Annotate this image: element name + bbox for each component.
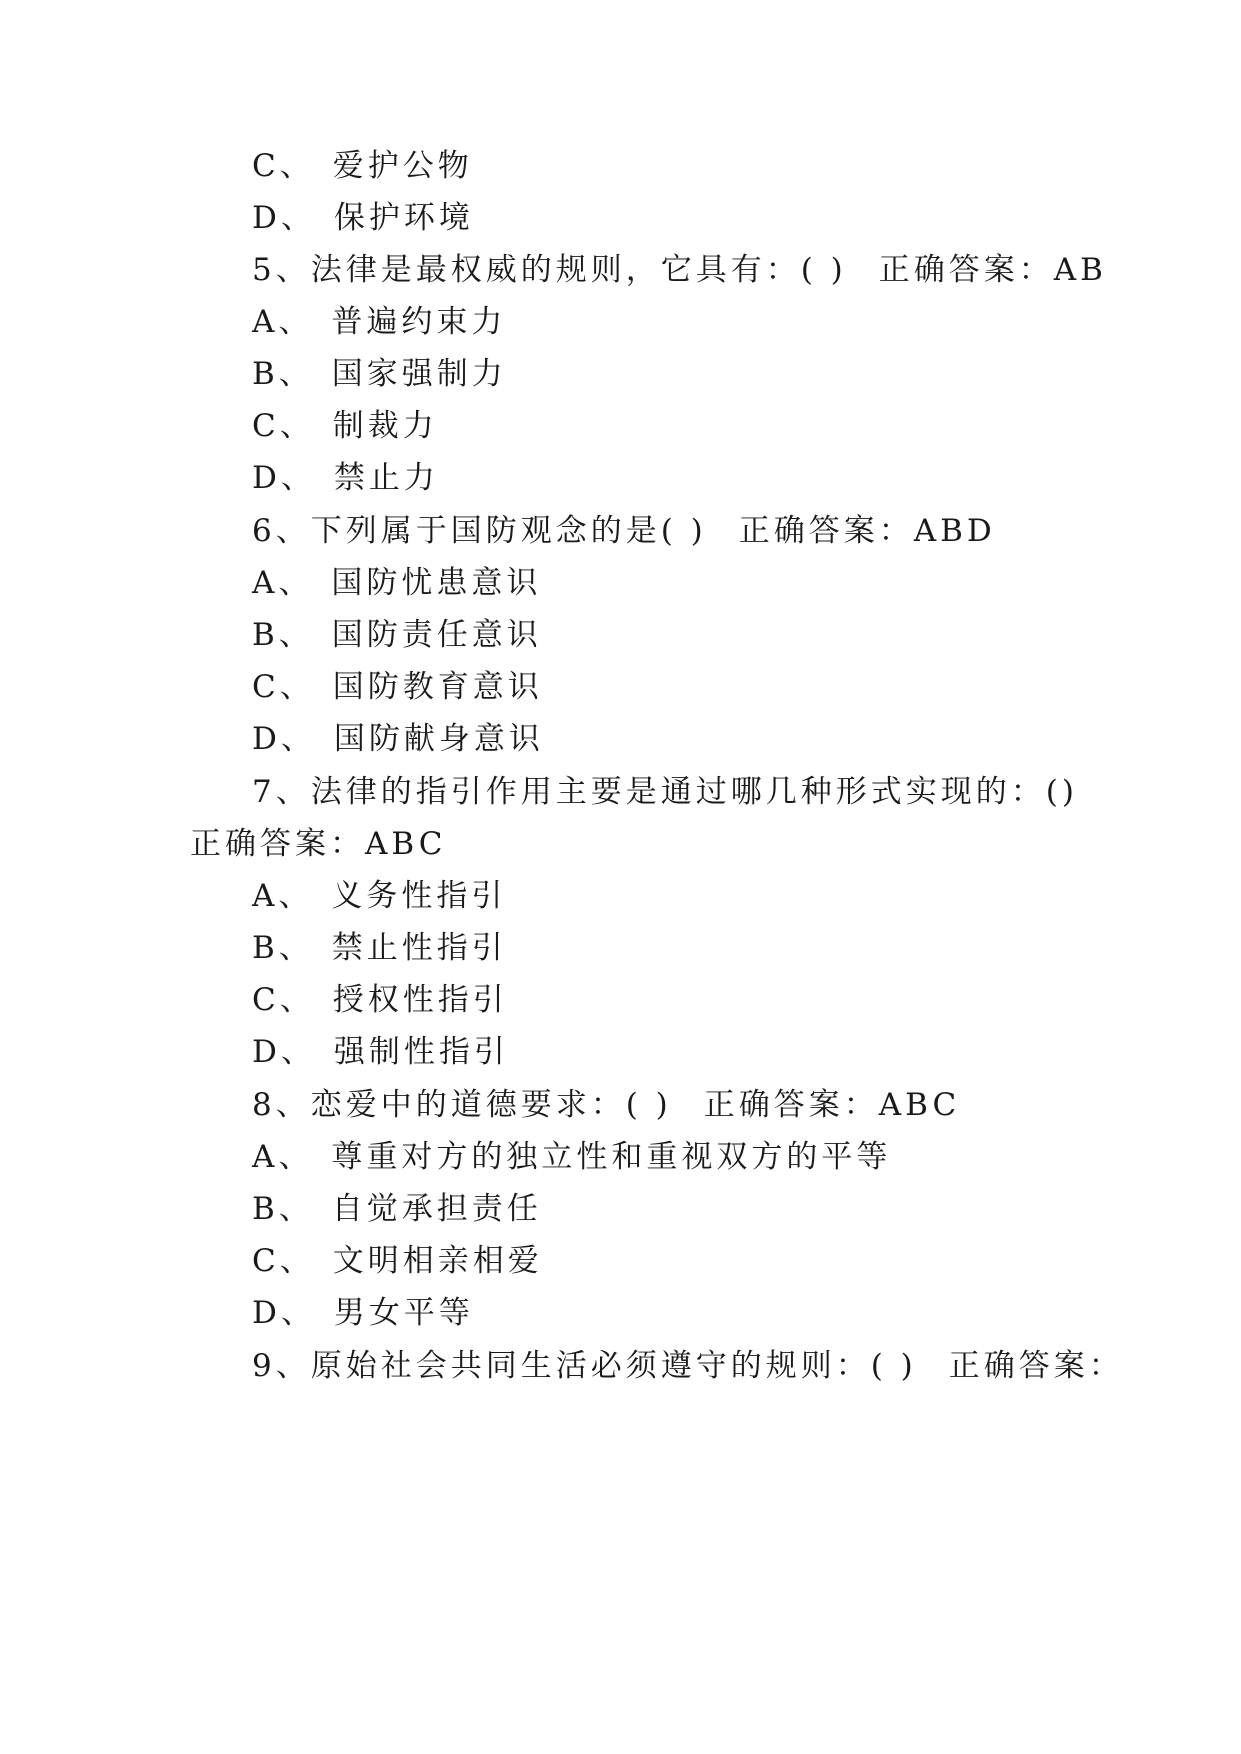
answer-text: 正确答案：ABC (703, 1087, 961, 1123)
option-letter: D、 (252, 1295, 316, 1331)
option-text: 禁止力 (333, 460, 439, 496)
answer-text: 正确答案：ABD (738, 513, 996, 549)
option-line (0, 1293, 1241, 1333)
option-letter: D、 (252, 460, 316, 496)
option-letter: B、 (252, 930, 314, 966)
option-text: 义务性指引 (331, 878, 507, 914)
option-text: 制裁力 (332, 408, 438, 444)
option-text: 国家强制力 (331, 356, 507, 392)
option-line (0, 146, 1241, 186)
option-line (0, 198, 1241, 238)
option-letter: D、 (252, 721, 316, 757)
option-letter: B、 (252, 617, 314, 653)
option-letter: A、 (252, 565, 314, 601)
option-line (0, 458, 1241, 498)
option-line (0, 667, 1241, 707)
option-letter: C、 (252, 148, 315, 184)
option-text: 禁止性指引 (331, 930, 507, 966)
option-letter: C、 (252, 1243, 315, 1279)
option-letter: C、 (252, 669, 315, 705)
option-text: 国防献身意识 (333, 721, 544, 757)
option-line (0, 1189, 1241, 1229)
option-line (0, 928, 1241, 968)
option-text: 国防责任意识 (331, 617, 542, 653)
option-line (0, 1032, 1241, 1072)
option-line (0, 302, 1241, 342)
option-line (0, 354, 1241, 394)
option-letter: A、 (252, 1139, 314, 1175)
option-line (0, 406, 1241, 446)
option-letter: C、 (252, 982, 315, 1018)
option-text: 尊重对方的独立性和重视双方的平等 (331, 1139, 892, 1175)
question-line (0, 772, 1241, 812)
question-text: 7、法律的指引作用主要是通过哪几种形式实现的：() (252, 774, 1078, 810)
option-line (0, 1137, 1241, 1177)
option-line (0, 980, 1241, 1020)
option-line (0, 563, 1241, 603)
option-text: 授权性指引 (332, 982, 508, 1018)
option-text: 爱护公物 (332, 148, 473, 184)
option-text: 自觉承担责任 (331, 1191, 542, 1227)
question-text: 9、原始社会共同生活必须遵守的规则：( ) (252, 1348, 917, 1384)
option-letter: B、 (252, 1191, 314, 1227)
option-text: 国防忧患意识 (331, 565, 542, 601)
option-text: 男女平等 (333, 1295, 474, 1331)
question-line (0, 1085, 1241, 1125)
option-letter: A、 (252, 304, 314, 340)
question-text: 6、下列属于国防观念的是( ) (252, 513, 707, 549)
answer-text: 正确答案：ABC (190, 826, 447, 862)
option-text: 文明相亲相爱 (332, 1243, 543, 1279)
option-line (0, 719, 1241, 759)
question-text: 5、法律是最权威的规则，它具有：( ) (252, 252, 847, 288)
question-text: 8、恋爱中的道德要求：( ) (252, 1087, 672, 1123)
option-text: 保护环境 (333, 200, 474, 236)
option-letter: D、 (252, 200, 316, 236)
option-letter: A、 (252, 878, 314, 914)
option-text: 普遍约束力 (331, 304, 507, 340)
option-letter: C、 (252, 408, 315, 444)
option-text: 国防教育意识 (332, 669, 543, 705)
question-line (0, 511, 1241, 551)
option-letter: B、 (252, 356, 314, 392)
option-line (0, 1241, 1241, 1281)
answer-text: 正确答案： (948, 1348, 1124, 1384)
question-line (0, 1346, 1241, 1386)
answer-text: 正确答案：AB (878, 252, 1107, 288)
option-letter: D、 (252, 1034, 316, 1070)
answer-line (0, 824, 1241, 864)
option-line (0, 876, 1241, 916)
option-text: 强制性指引 (333, 1034, 509, 1070)
question-line (0, 250, 1241, 290)
option-line (0, 615, 1241, 655)
